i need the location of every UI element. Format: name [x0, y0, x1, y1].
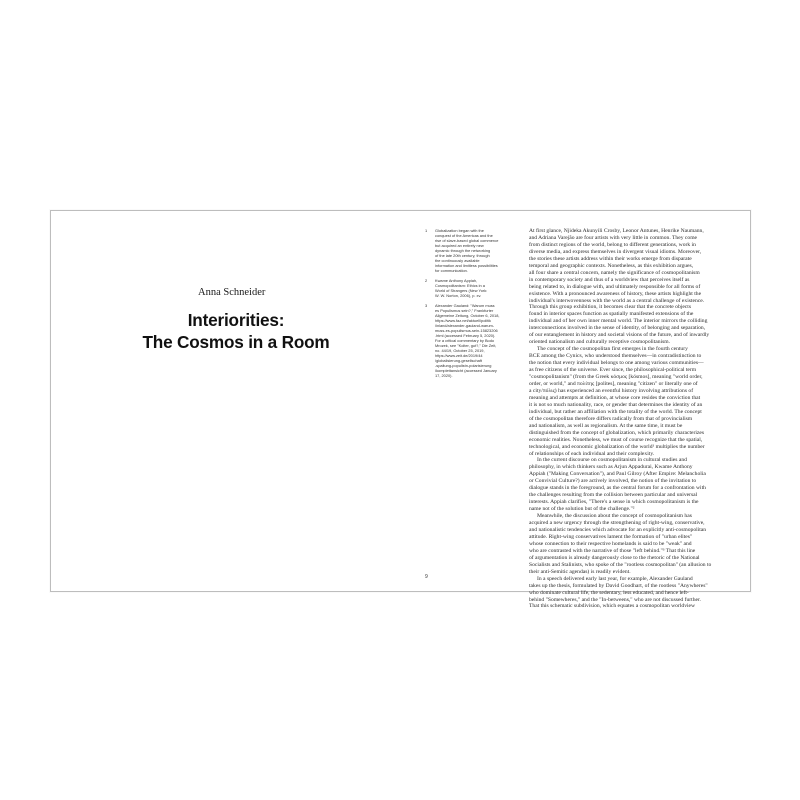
footnote-line: for communication.: [435, 268, 468, 273]
body-text-line: in contemporary society and thus of a worldview that perceives itself as: [529, 276, 690, 283]
footnote-number: 1: [425, 228, 428, 233]
footnote-line: conquest of the Americas and the: [435, 233, 493, 238]
footnote-line: Allgemeine Zeitung, October 6, 2018,: [435, 313, 500, 318]
body-text-line: distinguished from the concept of globalization, which primarily characterizes: [529, 429, 705, 436]
footnote-line: 17, 2020).: [435, 373, 453, 378]
footnote-line: -spaltung-populistn-polarisierung: [435, 363, 492, 368]
footnote-line: but acquired an entirely new: [435, 243, 484, 248]
body-text-line: meaning and attempts at definition, at whose core resides the conviction that: [529, 394, 701, 401]
body-text-line: BCE among the Cynics, who understood themselves—in contradistinction to: [529, 353, 702, 360]
body-text-line: their anti-Semitic agendas) is readily evident.: [529, 568, 631, 575]
body-text-line: the stories these artists address within their works emerge from disparate: [529, 255, 692, 262]
body-text-line: oriented nationalism and culturally receptive cosmopolitanism.: [529, 339, 671, 346]
body-text-line: temporal and geographic contexts. Nonetheless, as this exhibition argues,: [529, 262, 694, 269]
title-line-2: The Cosmos in a Room: [142, 332, 330, 352]
body-text-line: of the cosmopolitan therefore differs radically from that of provincialism: [529, 415, 693, 422]
footnote-line: Cosmopolitanism: Ethics in a: [435, 283, 485, 288]
body-text-line: diverse media, and express themselves in divergent visual idioms. Moreover,: [529, 248, 702, 255]
body-text-line: of argumentation is already dangerously close to the rhetoric of the National: [529, 554, 700, 561]
body-text-line: technological, and economic globalization of the world¹ multiplies the number: [529, 443, 705, 450]
body-text-line: acquired a new urgency through the strengthening of right-wing, conservative,: [529, 520, 705, 527]
footnote-line: Alexander Gauland: "Warum muss: [435, 303, 495, 308]
footnote-number: 3: [425, 303, 428, 308]
body-text-line: Through this group exhibition, it becomes clear that the concrete objects: [529, 304, 692, 311]
body-text-line: The concept of the cosmopolitan first emerges in the fourth century: [537, 346, 688, 353]
body-text-line: interests. Appiah clarifies, "There's a sense in which cosmopolitanism is the: [529, 499, 699, 506]
footnote-line: information and limitless possibilities: [435, 263, 498, 268]
body-text-line: attitude. Right-wing conservatives lament the formation of "urban elites": [529, 533, 693, 540]
body-text-line: as free citizens of the universe. Ever since, the philosophical-political term: [529, 367, 697, 374]
body-text-line: individual's interwovenness with the world as a central challenge of existence.: [529, 297, 705, 304]
body-text-line: and nationalism, as well as regionalism. At the same time, it must be: [529, 422, 683, 429]
body-text-line: of our entanglement in history and societal visions of the future, and of inwardly: [529, 332, 710, 339]
footnote-line: Mrozek, see "Kolter, gut?," Die Zeit,: [435, 343, 497, 348]
body-text-line: who are contrasted with the narrative of those "left behind."³ That this line: [529, 547, 696, 554]
footnote-line: For a critical commentary by Bodo: [435, 338, 495, 343]
body-text-line: and Adriana Varejão are four artists with very little in common. They come: [529, 234, 698, 241]
body-text-line: name not of the solution but of the challenge."²: [529, 506, 635, 513]
body-text-line: That this schematic subdivision, which equates a cosmopolitan worldview: [529, 603, 696, 610]
body-text-line: whose connection to their respective homelands is said to be "weak" and: [529, 540, 692, 547]
body-text-line: economic realities. Nonetheless, we must of course recognize that the spatial,: [529, 436, 703, 443]
footnote-number: 2: [425, 278, 428, 283]
body-text-line: interconnections involved in the sense of identity, of belonging and separation,: [529, 325, 706, 332]
body-text-line: In a speech delivered early last year, for example, Alexander Gauland: [537, 575, 693, 582]
body-text-line: a city/πόλις) has experienced an eventful history involving attributions of: [529, 387, 694, 394]
body-text-line: takes up the thesis, formulated by David Goodhart, of the rootless "Anywheres": [529, 582, 708, 589]
footnote-line: /komplettansicht (accessed January: [435, 368, 497, 373]
body-text-line: dialogue stands in the foreground, as the central forum for a confrontation with: [529, 485, 706, 492]
body-text-line: individual and of her own inner mental world. The interior mirrors the colliding: [529, 318, 708, 325]
footnote-line: World of Strangers (New York:: [435, 288, 488, 293]
body-text-line: from distinct regions of the world, belong to different generations, work in: [529, 241, 696, 248]
body-text-line: all four share a central concern, namely the significance of cosmopolitanism: [529, 269, 700, 276]
body-text-line: the notion that every individual belongs to one among various communities—: [529, 360, 704, 367]
body-text-line: behind "Somewheres," and the "In-betweens," who are not discussed further.: [529, 596, 701, 603]
footnote-line: /inland/alexander-gauland-warum-: [435, 323, 495, 328]
body-text-line: and nationalistic tendencies which advocate for an explicitly anti-cosmopolitan: [529, 526, 707, 533]
title-line-1: Interiorities:: [187, 310, 285, 330]
author-name: Anna Schneider: [198, 287, 266, 298]
footnote-line: es Populismus sein?," Frankfurter: [435, 308, 494, 313]
body-text-line: found in interior spaces function as spatially manifested extensions of the: [529, 311, 694, 318]
body-text-line: individual, but rather an affiliation with the totality of the world. The concept: [529, 408, 702, 415]
footnote-line: muss-es-populismus-sein-15823206: [435, 328, 498, 333]
body-text-column: [529, 228, 735, 610]
body-text-line: the challenges resulting from the collision between particular and universal: [529, 492, 698, 499]
body-text-line: Socialists and Stalinists, who spoke of the "rootless cosmopolitan" (an allusion to: [529, 561, 712, 568]
footnote-line: Kwame Anthony Appiah,: [435, 278, 478, 283]
footnote-line: .html (accessed February 5, 2020).: [435, 333, 496, 338]
body-text-line: of relationships of each individual and their complexity.: [529, 450, 655, 457]
body-text-line: existence. With a pronounced awareness of history, these artists highlight the: [529, 290, 702, 297]
body-text-line: philosophy, in which thinkers such as Arjun Appadurai, Kwame Anthony: [529, 464, 693, 471]
page-number: 9: [425, 574, 428, 580]
footnote: [425, 228, 520, 273]
footnotes-column: [425, 228, 520, 383]
footnote-line: https://www.faz.net/aktuell/politik: [435, 318, 492, 323]
body-text-line: In the current discourse on cosmopolitanism in cultural studies and: [537, 457, 687, 464]
footnote-line: Globalization began with the: [435, 228, 484, 233]
footnote-line: no. 44/19, October 25, 2019,: [435, 348, 485, 353]
essay-title: [136, 309, 336, 353]
body-text-line: order, or world," and πολίτης [polítes], meaning "citizen" or literally one of: [529, 380, 698, 387]
body-text-line: Appiah ("Making Conversation"), and Paul Gilroy (After Empire: Melancholia: [529, 471, 706, 478]
body-text-line: "cosmopolitanism" (from the Greek κόσμος [kósmos], meaning "world order,: [529, 374, 703, 381]
footnote: [425, 303, 520, 378]
footnote: [425, 278, 520, 298]
body-text-line: being related to, in dialogue with, and ultimately responsible for all forms of: [529, 283, 701, 290]
footnote-line: dynamic through the networking: [435, 248, 491, 253]
footnote-line: the continuously available: [435, 258, 480, 263]
body-text-line: who dominate cultural life, the sedentary, less educated, and hence left-: [529, 589, 689, 596]
footnote-line: W. W. Norton, 2006), p. xv.: [435, 293, 482, 298]
footnote-line: https://www.zeit.de/2019/44: [435, 353, 483, 358]
body-text-line: or Convivial Culture?) are actively involved, the notion of the invitation to: [529, 478, 697, 485]
body-text-line: it is not so much nationality, race, or gender that determines the identity of an: [529, 401, 703, 408]
footnote-line: /globalisierung-gesellschaft: [435, 358, 482, 363]
body-text-line: Meanwhile, the discussion about the concept of cosmopolitanism has: [537, 513, 692, 520]
body-text-line: At first glance, Njideka Akunyili Crosby, Leonor Antunes, Henrike Naumann,: [529, 228, 704, 234]
footnote-line: of the late 20th century, through: [435, 253, 490, 258]
footnote-line: rise of slave-based global commerce: [435, 238, 499, 243]
